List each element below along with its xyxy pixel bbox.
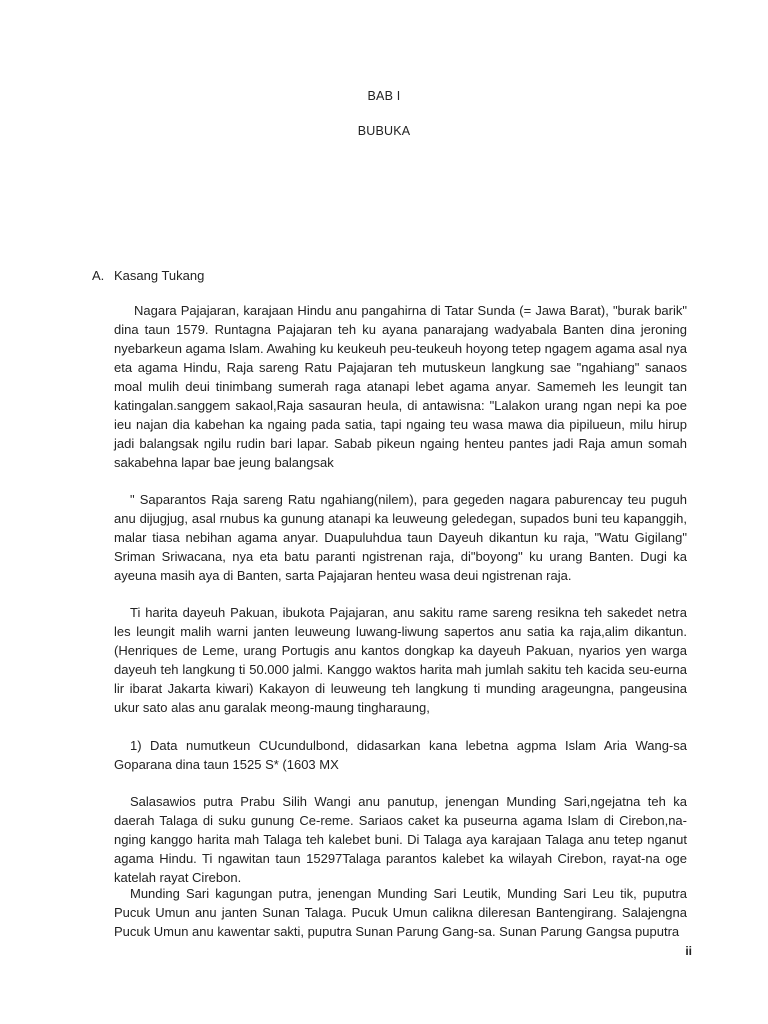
chapter-title: BUBUKA [357,124,411,138]
page-number: ii [685,944,692,958]
paragraph: Nagara Pajajaran, karajaan Hindu anu pangahirna di Tatar Sunda (= Jawa Barat), "burak barik" dina taun 1579. Runtagna Pajajaran teh ku ayana panarajang wadyabala Banten dina jeroning nyebarkeun agama Islam. Awahing ku keukeuh peu-teukeuh hoyong tetep ngagem agama asal nya eta agama Hindu, Raja sareng Ratu Pajajaran teh mutuskeun langkung sae "ngahiang" sanaos moal mulih deui tinimbang sumerah raga atanapi lebet agama anyar. Samemeh les leungit tan katingalan.sanggem sakaol,Raja sasauran heula, di antawisna: "Lalakon urang ngan nepi ka poe ieu najan dia kabehan ka ngaing pada satia, tapi ngaing teu wasa mawa dia pipilueun, milu hirup jadi balangsak ngilu rudin bari lapar. Sabab pikeun ngaing henteu pantes jadi Raja amun somah sakabehna lapar bae jeung balangsak [114,303,687,470]
section-title: Kasang Tukang [114,268,205,283]
paragraph: Munding Sari kagungan putra, jenengan Munding Sari Leutik, Munding Sari Leu tik, puputra Pucuk Umun anu janten Sunan Talaga. Pucuk Umun calikna dileresan Bantengirang. Salajengna Pucuk Umun anu kawentar sakti, puputra Sunan Parung Gang-sa. Sunan Parung Gangsa puputra [114,886,687,939]
paragraph: Salasawios putra Prabu Silih Wangi anu panutup, jenengan Munding Sari,ngejatna teh ka daerah Talaga di suku gunung Ce-reme. Sariaos caket ka puseurna agama Islam di Cirebon,na-nging kanggo harita mah Talaga teh kalebet buni. Di Talaga aya karajaan Talaga anu tetep nganut agama Hindu. Ti ngawitan taun 15297Talaga parantos kalebet ka wilayah Cirebon, rayat-na oge katelah rayat Cirebon. [114,794,687,885]
paragraph: Ti harita dayeuh Pakuan, ibukota Pajajaran, anu sakitu rame sareng resikna teh sakedet netra les leungit malih warni janten leuweung luwang-liwung sapertos anu satia ka raja,alim dikantun. (Henriques de Leme, urang Portugis anu kantos dongkap ka dayeuh Pakuan, nyarios yen warga dayeuh teh langkung ti 50.000 jalmi. Kanggo waktos harita mah jumlah sakitu teh kacida seu-eurna lir ibarat Jakarta kiwari) Kakayon di leuweung teh langkung ti munding arageungna, pangeusina ukur sato alas anu garalak meong-maung tingharaung, [114,605,687,715]
footnote-paragraph: 1) Data numutkeun CUcundulbond, didasarkan kana lebetna agpma Islam Aria Wang-sa Goparana dina taun 1525 S* (1603 MX [114,738,687,772]
paragraph: " Saparantos Raja sareng Ratu ngahiang(nilem), para gegeden nagara paburencay teu puguh anu dijugjug, asal rnubus ka gunung atanapi ka leuweung geledegan, supados buni teu kapanggih, malar tiasa nebihan agama anyar. Duapuluhdua taun Dayeuh dikantun ku raja, "Watu Gigilang" Sriman Sriwacana, nya eta batu paranti ngistrenan raja, di"boyong" ku urang Banten. Dugi ka ayeuna masih aya di Banten, sarta Pajajaran henteu wasa deui ngistrenan raja. [114,492,687,583]
section-heading [92,268,204,283]
section-number: A. [92,268,105,283]
chapter-label: BAB I [367,89,401,103]
